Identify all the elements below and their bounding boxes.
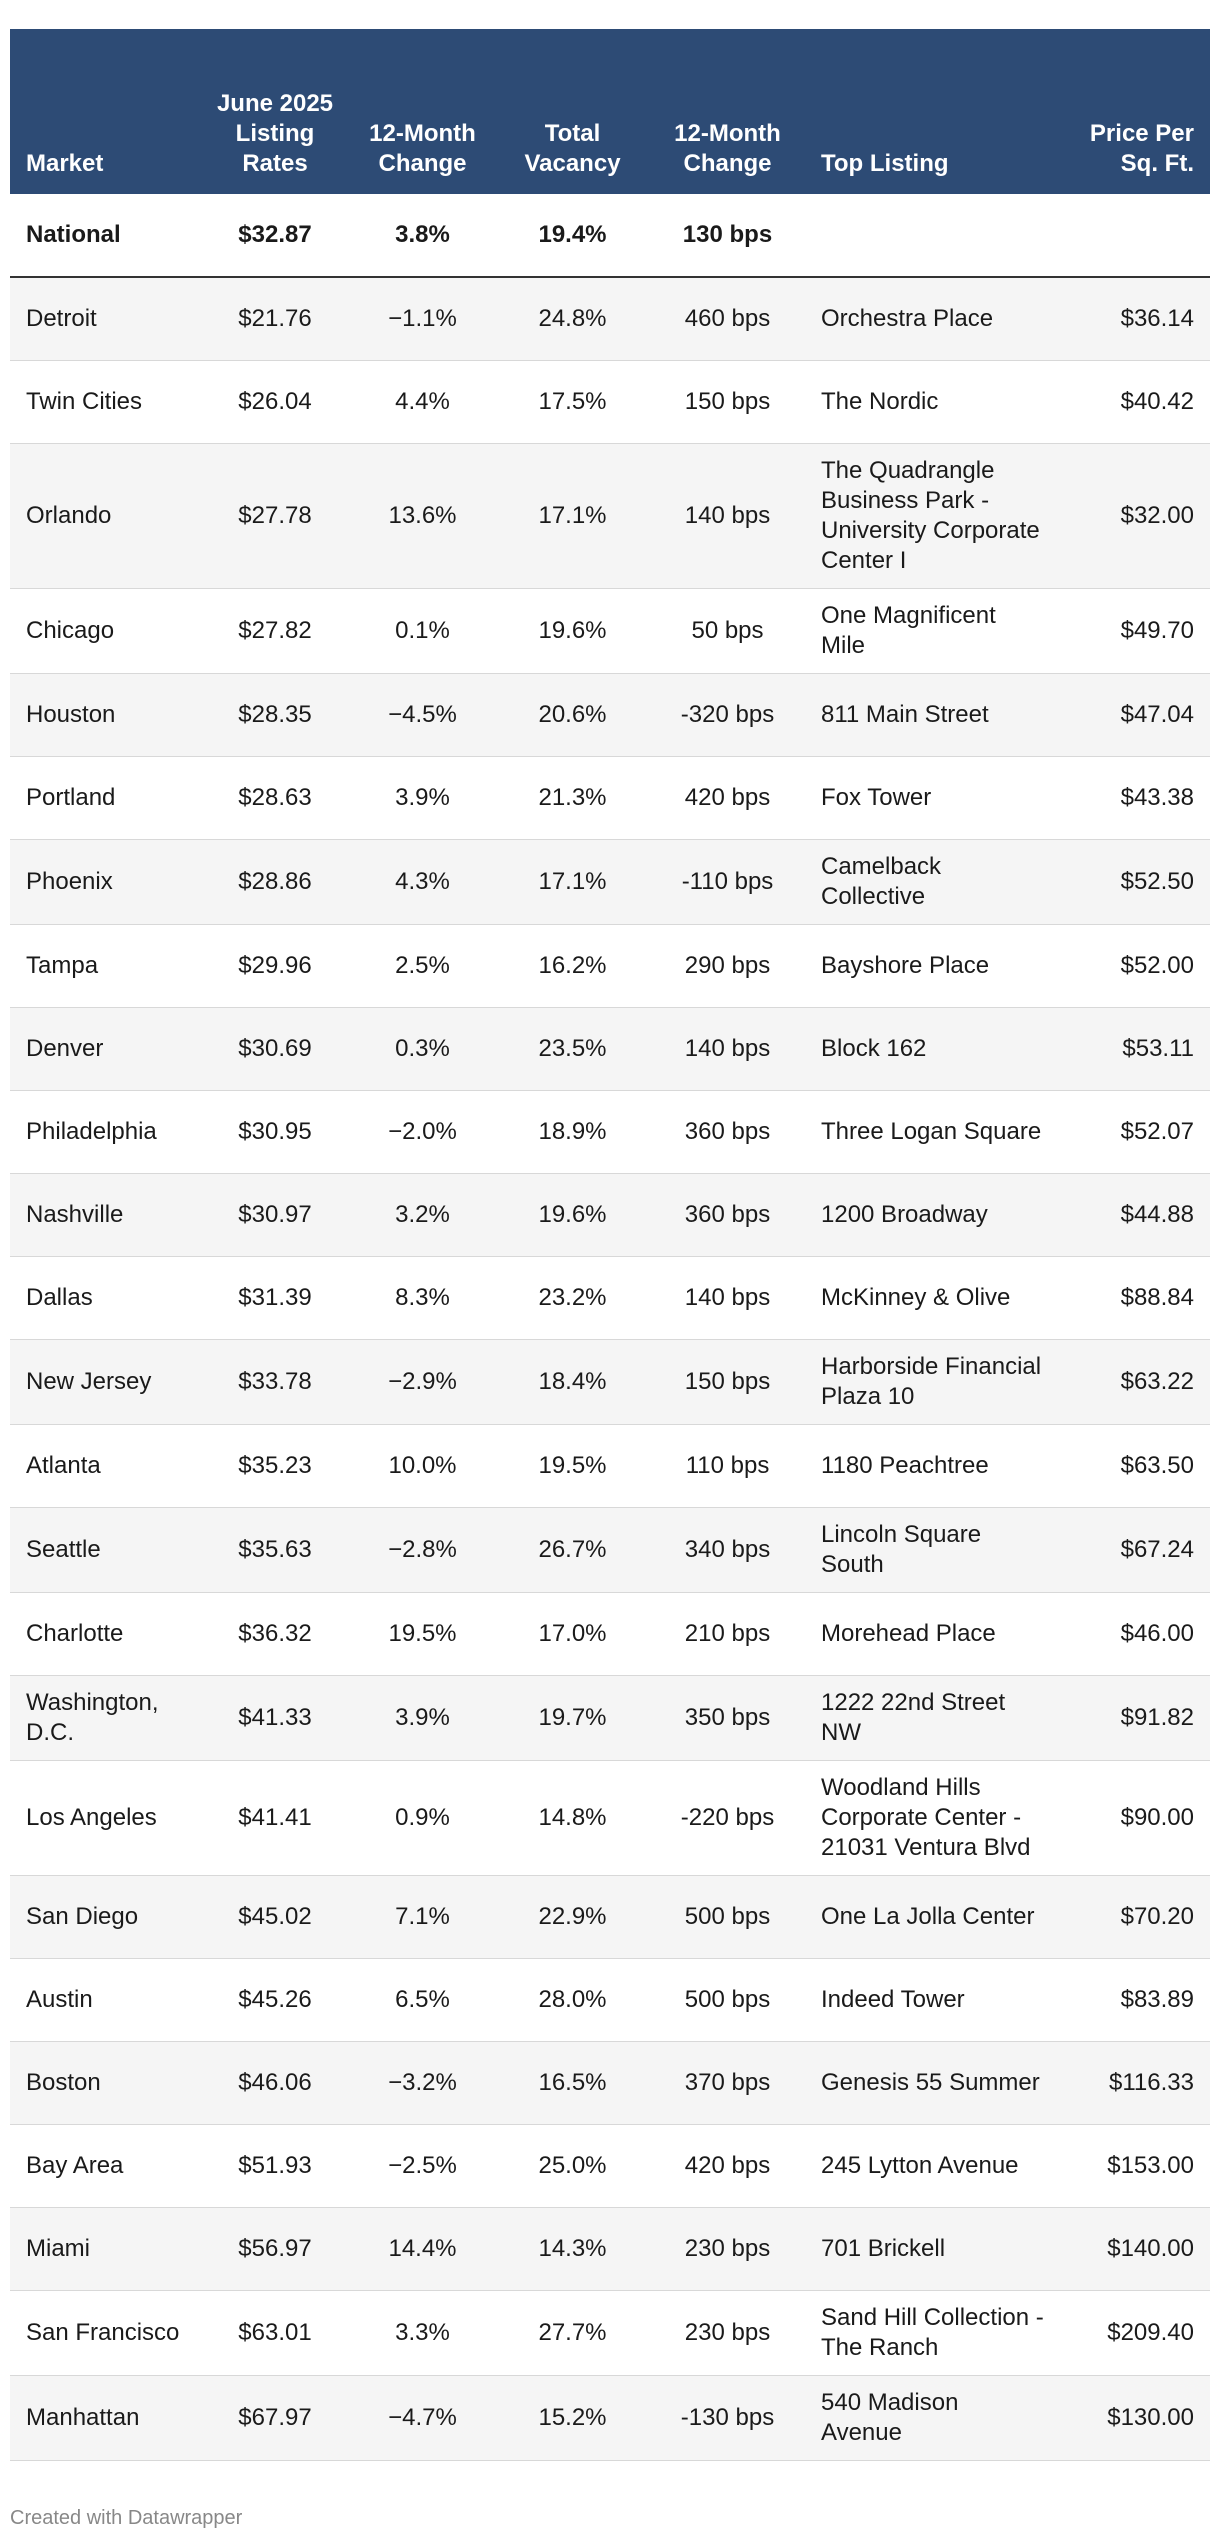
vacancy-cell: 17.1%: [495, 840, 650, 925]
vacancy-cell: 17.0%: [495, 1593, 650, 1676]
listing-rate-cell: $29.96: [200, 925, 350, 1008]
market-cell: Houston: [10, 674, 200, 757]
national-market: National: [10, 194, 200, 277]
header-listing-rates[interactable]: June 2025 Listing Rates: [200, 29, 350, 194]
vacancy-cell: 14.8%: [495, 1761, 650, 1876]
price-cell: $63.50: [1060, 1425, 1210, 1508]
listing-rate-cell: $35.23: [200, 1425, 350, 1508]
market-cell: Philadelphia: [10, 1091, 200, 1174]
vacancy-cell: 14.3%: [495, 2208, 650, 2291]
vacancy-change-cell: 340 bps: [650, 1508, 805, 1593]
rate-change-cell: 14.4%: [350, 2208, 495, 2291]
listing-rate-cell: $26.04: [200, 361, 350, 444]
market-cell: Austin: [10, 1959, 200, 2042]
price-cell: $52.00: [1060, 925, 1210, 1008]
market-cell: San Francisco: [10, 2291, 200, 2376]
market-cell: Manhattan: [10, 2376, 200, 2461]
price-cell: $90.00: [1060, 1761, 1210, 1876]
table-row: [10, 1174, 1210, 1257]
vacancy-cell: 24.8%: [495, 277, 650, 361]
vacancy-cell: 28.0%: [495, 1959, 650, 2042]
price-cell: $91.82: [1060, 1676, 1210, 1761]
listing-rate-cell: $63.01: [200, 2291, 350, 2376]
listing-rate-cell: $30.97: [200, 1174, 350, 1257]
vacancy-change-cell: 370 bps: [650, 2042, 805, 2125]
market-cell: Chicago: [10, 589, 200, 674]
table-row: [10, 2042, 1210, 2125]
price-cell: $209.40: [1060, 2291, 1210, 2376]
table-row: [10, 1425, 1210, 1508]
market-cell: New Jersey: [10, 1340, 200, 1425]
price-cell: $67.24: [1060, 1508, 1210, 1593]
listing-rate-cell: $27.82: [200, 589, 350, 674]
listing-rate-cell: $56.97: [200, 2208, 350, 2291]
table-row: [10, 2125, 1210, 2208]
header-total-vacancy[interactable]: Total Vacancy: [495, 29, 650, 194]
rate-change-cell: 4.4%: [350, 361, 495, 444]
table-row: [10, 925, 1210, 1008]
price-cell: $32.00: [1060, 444, 1210, 589]
national-vacancy: 19.4%: [495, 194, 650, 277]
table-row: [10, 1008, 1210, 1091]
rate-change-cell: −3.2%: [350, 2042, 495, 2125]
rate-change-cell: −4.7%: [350, 2376, 495, 2461]
market-cell: Nashville: [10, 1174, 200, 1257]
top-listing-cell: 1222 22nd Street NW: [805, 1676, 1060, 1761]
listing-rate-cell: $28.63: [200, 757, 350, 840]
market-cell: Boston: [10, 2042, 200, 2125]
vacancy-cell: 16.2%: [495, 925, 650, 1008]
price-cell: $53.11: [1060, 1008, 1210, 1091]
vacancy-change-cell: 360 bps: [650, 1091, 805, 1174]
price-cell: $52.50: [1060, 840, 1210, 925]
listing-rate-cell: $46.06: [200, 2042, 350, 2125]
header-rate-change[interactable]: 12-Month Change: [350, 29, 495, 194]
vacancy-cell: 19.6%: [495, 589, 650, 674]
listing-rate-cell: $41.33: [200, 1676, 350, 1761]
market-cell: Orlando: [10, 444, 200, 589]
price-cell: $88.84: [1060, 1257, 1210, 1340]
top-listing-cell: 245 Lytton Avenue: [805, 2125, 1060, 2208]
top-listing-cell: Morehead Place: [805, 1593, 1060, 1676]
listing-rate-cell: $41.41: [200, 1761, 350, 1876]
price-cell: $130.00: [1060, 2376, 1210, 2461]
price-cell: $44.88: [1060, 1174, 1210, 1257]
national-top-listing: [805, 194, 1060, 277]
vacancy-cell: 19.6%: [495, 1174, 650, 1257]
market-cell: Charlotte: [10, 1593, 200, 1676]
top-listing-cell: McKinney & Olive: [805, 1257, 1060, 1340]
vacancy-change-cell: 500 bps: [650, 1959, 805, 2042]
market-cell: Washington, D.C.: [10, 1676, 200, 1761]
vacancy-cell: 17.1%: [495, 444, 650, 589]
rate-change-cell: 6.5%: [350, 1959, 495, 2042]
rate-change-cell: 0.3%: [350, 1008, 495, 1091]
vacancy-cell: 25.0%: [495, 2125, 650, 2208]
rate-change-cell: 8.3%: [350, 1257, 495, 1340]
market-cell: Portland: [10, 757, 200, 840]
price-cell: $52.07: [1060, 1091, 1210, 1174]
top-listing-cell: Fox Tower: [805, 757, 1060, 840]
price-cell: $46.00: [1060, 1593, 1210, 1676]
vacancy-change-cell: 350 bps: [650, 1676, 805, 1761]
market-cell: Twin Cities: [10, 361, 200, 444]
table-row: [10, 1761, 1210, 1876]
vacancy-change-cell: -220 bps: [650, 1761, 805, 1876]
price-cell: $153.00: [1060, 2125, 1210, 2208]
top-listing-cell: Sand Hill Collection - The Ranch: [805, 2291, 1060, 2376]
table-row: [10, 1257, 1210, 1340]
price-cell: $63.22: [1060, 1340, 1210, 1425]
market-cell: Dallas: [10, 1257, 200, 1340]
header-row: [10, 29, 1210, 194]
vacancy-cell: 23.2%: [495, 1257, 650, 1340]
top-listing-cell: Orchestra Place: [805, 277, 1060, 361]
vacancy-change-cell: 500 bps: [650, 1876, 805, 1959]
rate-change-cell: 3.9%: [350, 757, 495, 840]
price-cell: $47.04: [1060, 674, 1210, 757]
rate-change-cell: −2.8%: [350, 1508, 495, 1593]
price-cell: $40.42: [1060, 361, 1210, 444]
vacancy-change-cell: 140 bps: [650, 1257, 805, 1340]
vacancy-change-cell: 50 bps: [650, 589, 805, 674]
listing-rate-cell: $21.76: [200, 277, 350, 361]
vacancy-cell: 27.7%: [495, 2291, 650, 2376]
table-row: [10, 757, 1210, 840]
vacancy-change-cell: -110 bps: [650, 840, 805, 925]
listing-rate-cell: $33.78: [200, 1340, 350, 1425]
price-cell: $49.70: [1060, 589, 1210, 674]
listing-rate-cell: $45.26: [200, 1959, 350, 2042]
table-row: [10, 444, 1210, 589]
vacancy-change-cell: 210 bps: [650, 1593, 805, 1676]
listing-rate-cell: $35.63: [200, 1508, 350, 1593]
vacancy-change-cell: 150 bps: [650, 361, 805, 444]
market-cell: Bay Area: [10, 2125, 200, 2208]
vacancy-change-cell: 420 bps: [650, 2125, 805, 2208]
market-cell: Phoenix: [10, 840, 200, 925]
table-row: [10, 1676, 1210, 1761]
rate-change-cell: −2.5%: [350, 2125, 495, 2208]
listing-rate-cell: $51.93: [200, 2125, 350, 2208]
rate-change-cell: 7.1%: [350, 1876, 495, 1959]
vacancy-change-cell: 360 bps: [650, 1174, 805, 1257]
table-row: [10, 1876, 1210, 1959]
market-table: [10, 29, 1210, 2461]
top-listing-cell: 701 Brickell: [805, 2208, 1060, 2291]
table-body: [10, 194, 1210, 2461]
national-price: [1060, 194, 1210, 277]
market-cell: Atlanta: [10, 1425, 200, 1508]
rate-change-cell: −2.0%: [350, 1091, 495, 1174]
market-cell: Miami: [10, 2208, 200, 2291]
vacancy-cell: 19.7%: [495, 1676, 650, 1761]
rate-change-cell: 3.9%: [350, 1676, 495, 1761]
datawrapper-credit[interactable]: Created with Datawrapper: [10, 2507, 243, 2529]
top-listing-cell: Block 162: [805, 1008, 1060, 1091]
rate-change-cell: −2.9%: [350, 1340, 495, 1425]
vacancy-change-cell: 110 bps: [650, 1425, 805, 1508]
listing-rate-cell: $67.97: [200, 2376, 350, 2461]
top-listing-cell: The Quadrangle Business Park - University Corporate Center I: [805, 444, 1060, 589]
table-row: [10, 2208, 1210, 2291]
vacancy-change-cell: 460 bps: [650, 277, 805, 361]
top-listing-cell: Bayshore Place: [805, 925, 1060, 1008]
table-row: [10, 277, 1210, 361]
rate-change-cell: 13.6%: [350, 444, 495, 589]
vacancy-cell: 20.6%: [495, 674, 650, 757]
national-vacancy-change: 130 bps: [650, 194, 805, 277]
market-cell: Denver: [10, 1008, 200, 1091]
vacancy-change-cell: 290 bps: [650, 925, 805, 1008]
table-row: [10, 1593, 1210, 1676]
listing-rate-cell: $36.32: [200, 1593, 350, 1676]
vacancy-change-cell: 230 bps: [650, 2291, 805, 2376]
vacancy-cell: 17.5%: [495, 361, 650, 444]
top-listing-cell: Woodland Hills Corporate Center - 21031 Ventura Blvd: [805, 1761, 1060, 1876]
listing-rate-cell: $31.39: [200, 1257, 350, 1340]
rate-change-cell: 0.1%: [350, 589, 495, 674]
table-header: [10, 29, 1210, 194]
vacancy-change-cell: 420 bps: [650, 757, 805, 840]
table-row: [10, 589, 1210, 674]
market-cell: Los Angeles: [10, 1761, 200, 1876]
table-row: [10, 1959, 1210, 2042]
price-cell: $83.89: [1060, 1959, 1210, 2042]
table-row: [10, 1340, 1210, 1425]
top-listing-cell: Indeed Tower: [805, 1959, 1060, 2042]
listing-rate-cell: $28.86: [200, 840, 350, 925]
vacancy-cell: 22.9%: [495, 1876, 650, 1959]
table-row: [10, 2291, 1210, 2376]
vacancy-cell: 16.5%: [495, 2042, 650, 2125]
rate-change-cell: 0.9%: [350, 1761, 495, 1876]
table-row: [10, 2376, 1210, 2461]
vacancy-cell: 26.7%: [495, 1508, 650, 1593]
national-listing-rate: $32.87: [200, 194, 350, 277]
vacancy-cell: 18.4%: [495, 1340, 650, 1425]
header-price-per-sqft[interactable]: Price Per Sq. Ft.: [1060, 29, 1210, 194]
national-rate-change: 3.8%: [350, 194, 495, 277]
listing-rate-cell: $27.78: [200, 444, 350, 589]
price-cell: $36.14: [1060, 277, 1210, 361]
listing-rate-cell: $28.35: [200, 674, 350, 757]
vacancy-change-cell: -320 bps: [650, 674, 805, 757]
price-cell: $116.33: [1060, 2042, 1210, 2125]
market-cell: Tampa: [10, 925, 200, 1008]
rate-change-cell: 2.5%: [350, 925, 495, 1008]
table-row: [10, 361, 1210, 444]
top-listing-cell: Three Logan Square: [805, 1091, 1060, 1174]
rate-change-cell: 10.0%: [350, 1425, 495, 1508]
market-cell: San Diego: [10, 1876, 200, 1959]
vacancy-change-cell: -130 bps: [650, 2376, 805, 2461]
listing-rate-cell: $30.95: [200, 1091, 350, 1174]
rate-change-cell: 19.5%: [350, 1593, 495, 1676]
price-cell: $43.38: [1060, 757, 1210, 840]
vacancy-cell: 23.5%: [495, 1008, 650, 1091]
price-cell: $70.20: [1060, 1876, 1210, 1959]
vacancy-change-cell: 140 bps: [650, 444, 805, 589]
top-listing-cell: One Magnificent Mile: [805, 589, 1060, 674]
top-listing-cell: One La Jolla Center: [805, 1876, 1060, 1959]
market-cell: Detroit: [10, 277, 200, 361]
top-listing-cell: 1200 Broadway: [805, 1174, 1060, 1257]
table-row: [10, 1091, 1210, 1174]
top-listing-cell: Lincoln Square South: [805, 1508, 1060, 1593]
vacancy-change-cell: 150 bps: [650, 1340, 805, 1425]
vacancy-cell: 21.3%: [495, 757, 650, 840]
header-top-listing[interactable]: Top Listing: [805, 29, 1060, 194]
top-listing-cell: 1180 Peachtree: [805, 1425, 1060, 1508]
top-listing-cell: The Nordic: [805, 361, 1060, 444]
vacancy-change-cell: 230 bps: [650, 2208, 805, 2291]
top-listing-cell: Genesis 55 Summer: [805, 2042, 1060, 2125]
header-vacancy-change[interactable]: 12-Month Change: [650, 29, 805, 194]
top-listing-cell: 540 Madison Avenue: [805, 2376, 1060, 2461]
top-listing-cell: Harborside Financial Plaza 10: [805, 1340, 1060, 1425]
vacancy-cell: 15.2%: [495, 2376, 650, 2461]
listing-rate-cell: $30.69: [200, 1008, 350, 1091]
market-cell: Seattle: [10, 1508, 200, 1593]
top-listing-cell: 811 Main Street: [805, 674, 1060, 757]
national-row: [10, 194, 1210, 277]
data-table-container: [10, 29, 1210, 2461]
price-cell: $140.00: [1060, 2208, 1210, 2291]
rate-change-cell: 4.3%: [350, 840, 495, 925]
table-row: [10, 1508, 1210, 1593]
table-row: [10, 674, 1210, 757]
rate-change-cell: 3.2%: [350, 1174, 495, 1257]
table-row: [10, 840, 1210, 925]
header-market[interactable]: Market: [10, 29, 200, 194]
vacancy-change-cell: 140 bps: [650, 1008, 805, 1091]
top-listing-cell: Camelback Collective: [805, 840, 1060, 925]
vacancy-cell: 19.5%: [495, 1425, 650, 1508]
vacancy-cell: 18.9%: [495, 1091, 650, 1174]
listing-rate-cell: $45.02: [200, 1876, 350, 1959]
rate-change-cell: 3.3%: [350, 2291, 495, 2376]
rate-change-cell: −4.5%: [350, 674, 495, 757]
rate-change-cell: −1.1%: [350, 277, 495, 361]
